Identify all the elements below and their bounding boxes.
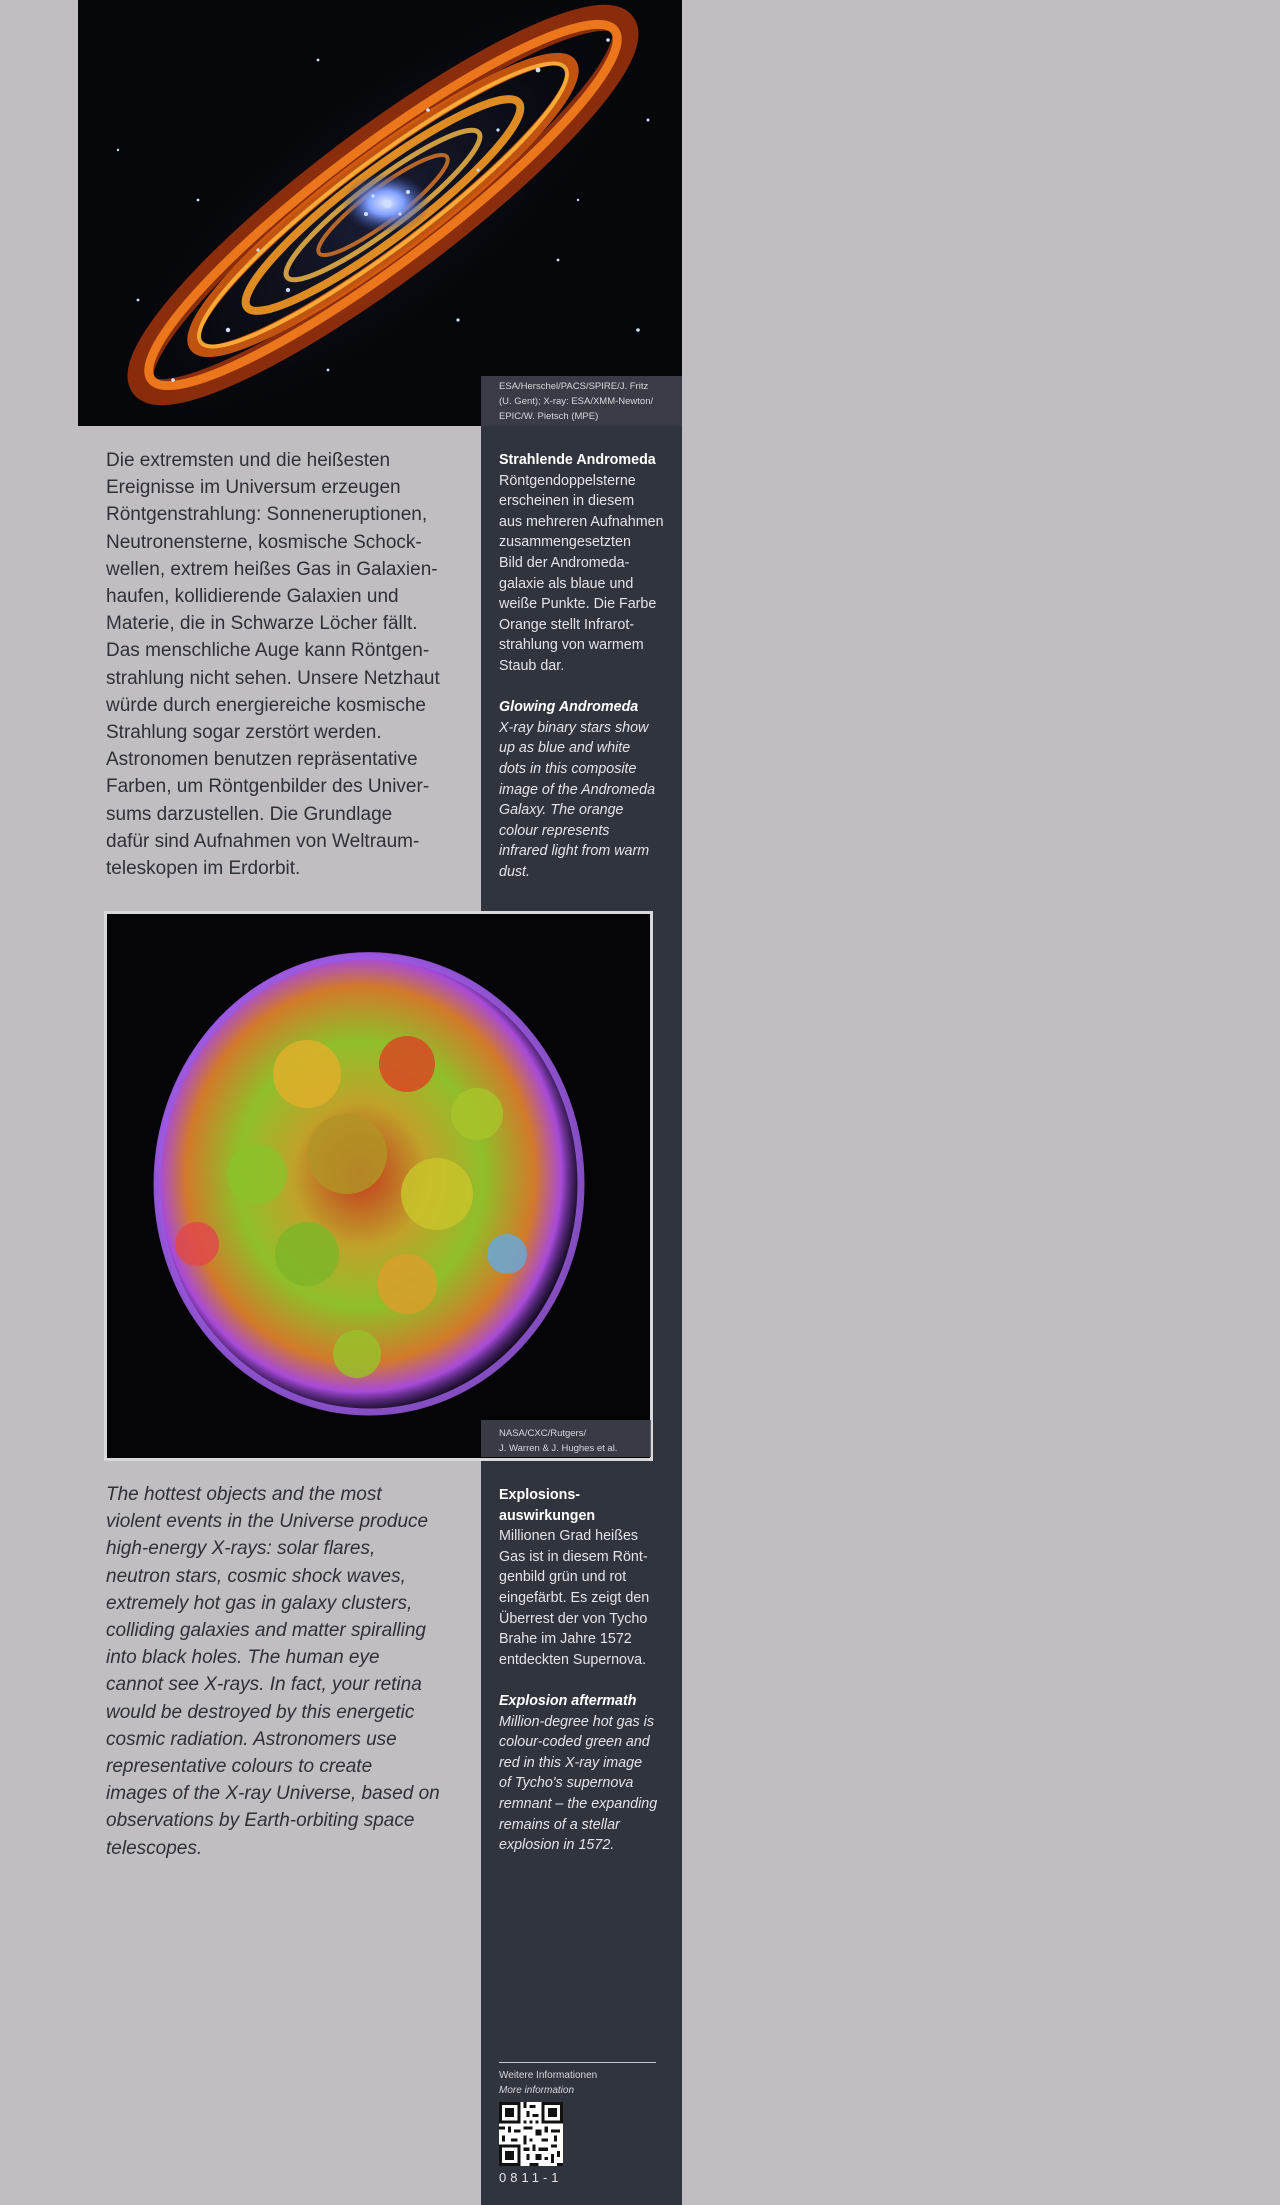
body-text-german: Die extremsten und die heißesten Ereignisse im Universum erzeugen Röntgenstrahlung: Sonneneruptionen, Neutronensterne, kosmische Schock- wellen, extrem heißes Gas in Galaxien- haufen, kollidierende Galaxien und Materie, die in Schwarze Löcher fällt. Das menschliche Auge kann Röntgen- strahlung nicht sehen. Unsere Netzhaut würde durch energiereiche kosmische Strahlung sogar zerstört werden. Astronomen benutzen repräsentative Farben, um Röntgenbilder des Univer- sums darzustellen. Die Grundlage dafür sind Aufnahmen von Weltraum- teleskopen im Erdorbit.	[106, 450, 440, 880]
andromeda-credit: ESA/Herschel/PACS/SPIRE/J. Fritz (U. Gent); X-ray: ESA/XMM-Newton/ EPIC/W. Pietsch (MPE)	[481, 376, 682, 426]
andromeda-image	[78, 0, 682, 426]
supernova-image	[104, 911, 653, 1461]
caption-heading-en: Glowing Andromeda	[499, 699, 639, 716]
supernova-credit: NASA/CXC/Rutgers/ J. Warren & J. Hughes et al.	[481, 1420, 651, 1457]
qr-code-icon[interactable]	[499, 2102, 563, 2166]
more-info	[499, 2068, 597, 2098]
more-info-label-de: Weitere Informationen	[499, 2070, 598, 2081]
andromeda-caption: Strahlende Andromeda Röntgendoppelsterne erscheinen in diesem aus mehreren Aufnahmen zusammengesetzten Bild der Andromeda- galaxie als blaue und weiße Punkte. Die Farbe Orange stellt Infrarot- strahlung von warmem Staub dar. Glowing Andromeda X-ray binary stars show up as blue and white dots in this composite image of the Andromeda Galaxy. The orange colour represents infrared light from warm dust.	[499, 450, 669, 882]
more-info-label-en: More information	[499, 2085, 575, 2096]
exhibit-code: 0811-1	[499, 2170, 563, 2185]
supernova-caption: Explosions- auswirkungen Millionen Grad heißes Gas ist in diesem Rönt- genbild grün und rot eingefärbt. Es zeigt den Überrest der von Tycho Brahe im Jahre 1572 entdeckten Supernova. Explosion aftermath Million-degree hot gas is colour-coded green and red in this X-ray image of Tycho's supernova remnant – the expanding remains of a stellar explosion in 1572.	[499, 1485, 669, 1856]
caption-heading-en: Explosion aftermath	[499, 1692, 637, 1709]
body-text-english: The hottest objects and the most violent events in the Universe produce high-energy X-rays: solar flares, neutron stars, cosmic shock waves, extremely hot gas in galaxy clusters, colliding galaxies and matter spiralling into black holes. The human eye cannot see X-rays. In fact, your retina would be destroyed by this energetic cosmic radiation. Astronomers use representative colours to create images of the X-ray Universe, based on observations by Earth-orbiting space telescopes.	[106, 1484, 440, 1859]
caption-heading-de: Strahlende Andromeda	[499, 452, 656, 468]
caption-heading-de: Explosions-	[499, 1487, 581, 1503]
divider	[499, 2062, 656, 2063]
